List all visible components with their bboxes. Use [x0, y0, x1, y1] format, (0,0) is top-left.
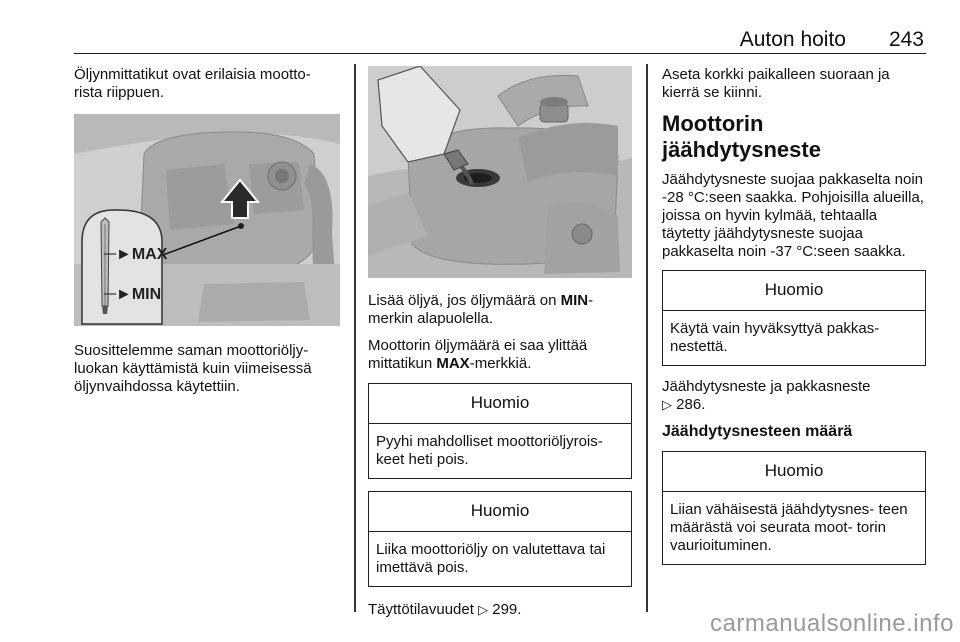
notice-box — [368, 383, 632, 479]
notice-box — [662, 451, 926, 565]
antifreeze-reference[interactable]: Jäähdytysneste ja pakkasneste ▷ 286. — [662, 378, 871, 413]
capacities-reference[interactable]: Täyttötilavuudet ▷ 299. — [368, 601, 522, 618]
running-header — [74, 28, 926, 54]
column-1 — [74, 66, 340, 405]
watermark: carmanualsonline.info — [710, 610, 954, 637]
oil-filling-illustration — [368, 66, 632, 278]
oil-recommendation: Suosittelemme saman moottoriöljy- luokan käyttämistä kuin viimeisessä öljynvaihdossa käytettiin. — [74, 342, 312, 395]
column-2 — [368, 66, 632, 628]
coolant-level-heading: Jäähdytysnesteen määrä — [662, 423, 853, 440]
column-divider-right — [646, 64, 648, 612]
dipstick-illustration — [74, 114, 340, 326]
page-reference-icon: ▷ — [662, 397, 672, 412]
notice-title: Huomio — [663, 452, 925, 492]
page-reference-icon: ▷ — [478, 602, 489, 617]
notice-body: Liika moottoriöljy on valutettava tai imettävä pois. — [376, 541, 606, 576]
column-3 — [662, 66, 926, 577]
notice-box — [662, 270, 926, 366]
dipstick-intro: Öljynmittatikut ovat erilaisia mootto- rista riippuen. — [74, 66, 311, 101]
notice-body: Käytä vain hyväksyttyä pakkas- nestettä. — [670, 320, 880, 355]
notice-title: Huomio — [369, 492, 631, 532]
min-label: ►MIN — [116, 286, 162, 303]
notice-box — [368, 491, 632, 587]
oil-limit-text: Moottorin öljymäärä ei saa ylittää mittatikun MAX-merkkiä. — [368, 337, 588, 372]
page-number: 243 — [888, 28, 924, 51]
add-oil-text: Lisää öljyä, jos öljymäärä on MIN- merkin alapuolella. — [368, 292, 594, 327]
section-title: Auton hoito — [739, 28, 846, 51]
column-divider-left — [354, 64, 356, 612]
coolant-heading: Moottorin jäähdytysneste — [662, 111, 821, 162]
cap-instruction: Aseta korkki paikalleen suoraan ja kierrä se kiinni. — [662, 66, 890, 101]
notice-body: Pyyhi mahdolliset moottoriöljyrois- keet heti pois. — [376, 433, 603, 468]
max-label: ►MAX — [116, 246, 168, 263]
notice-title: Huomio — [663, 271, 925, 311]
coolant-text: Jäähdytysneste suojaa pakkaselta noin -28 °C:seen saakka. Pohjoisilla alueilla, joissa on hyvin kylmää, tehtaalla täytetty jäähdytysneste suojaa pakkaselta noin -37 °C:seen saakka. — [662, 171, 924, 260]
notice-title: Huomio — [369, 384, 631, 424]
notice-body: Liian vähäisestä jäähdytysnes- teen määrästä voi seurata moot- torin vaurioituminen. — [670, 501, 908, 554]
